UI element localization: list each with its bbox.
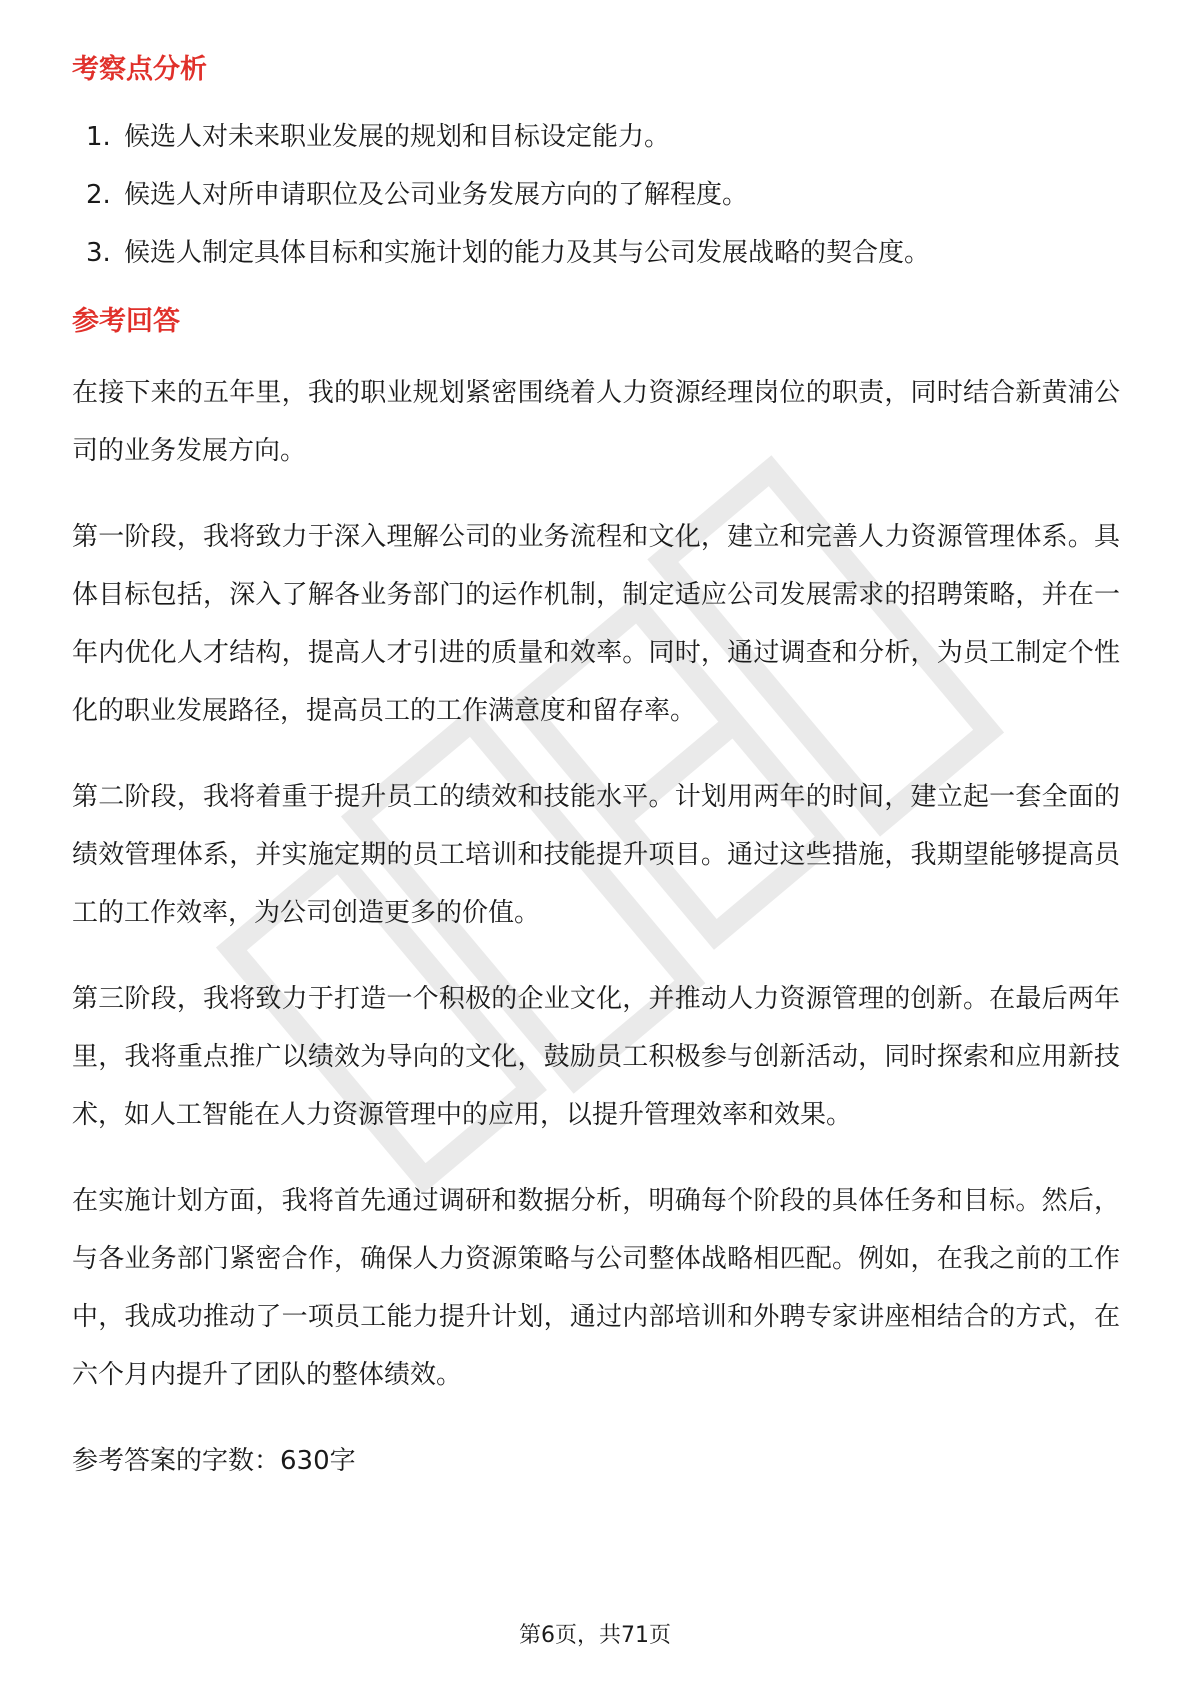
answer-paragraph: 第一阶段，我将致力于深入理解公司的业务流程和文化，建立和完善人力资源管理体系。具体目标包括，深入了解各业务部门的运作机制，制定适应公司发展需求的招聘策略，并在一年内优化人才结构，提高人才引进的质量和效率。同时，通过调查和分析，为员工制定个性化的职业发展路径，提高员工的工作满意度和留存率。 [72, 522, 1120, 726]
list-item [72, 224, 1120, 282]
list-item-text: 候选人对所申请职位及公司业务发展方向的了解程度。 [124, 180, 749, 210]
answer-paragraph: 在实施计划方面，我将首先通过调研和数据分析，明确每个阶段的具体任务和目标。然后，与各业务部门紧密合作，确保人力资源策略与公司整体战略相匹配。例如，在我之前的工作中，我成功推动了一项员工能力提升计划，通过内部培训和外聘专家讲座相结合的方式，在六个月内提升了团队的整体绩效。 [72, 1186, 1120, 1390]
word-count: 参考答案的字数：630字 [72, 1446, 356, 1476]
answer-heading: 参考回答 [72, 306, 180, 337]
list-item [72, 166, 1120, 224]
document-page [72, 50, 1120, 1490]
list-item-number: 3. [86, 238, 111, 268]
list-item-number: 1. [86, 122, 111, 152]
list-item [72, 108, 1120, 166]
analysis-list [72, 108, 1120, 282]
list-item-number: 2. [86, 180, 111, 210]
list-item-text: 候选人对未来职业发展的规划和目标设定能力。 [124, 122, 671, 152]
answer-paragraph: 第二阶段，我将着重于提升员工的绩效和技能水平。计划用两年的时间，建立起一套全面的绩效管理体系，并实施定期的员工培训和技能提升项目。通过这些措施，我期望能够提高员工的工作效率，为公司创造更多的价值。 [72, 782, 1120, 928]
page-number: 第6页，共71页 [519, 1623, 671, 1648]
answer-paragraph: 在接下来的五年里，我的职业规划紧密围绕着人力资源经理岗位的职责，同时结合新黄浦公司的业务发展方向。 [72, 378, 1120, 466]
analysis-heading: 考察点分析 [72, 54, 207, 85]
list-item-text: 候选人制定具体目标和实施计划的能力及其与公司发展战略的契合度。 [124, 238, 931, 268]
answer-paragraph: 第三阶段，我将致力于打造一个积极的企业文化，并推动人力资源管理的创新。在最后两年里，我将重点推广以绩效为导向的文化，鼓励员工积极参与创新活动，同时探索和应用新技术，如人工智能在人力资源管理中的应用，以提升管理效率和效果。 [72, 984, 1120, 1130]
